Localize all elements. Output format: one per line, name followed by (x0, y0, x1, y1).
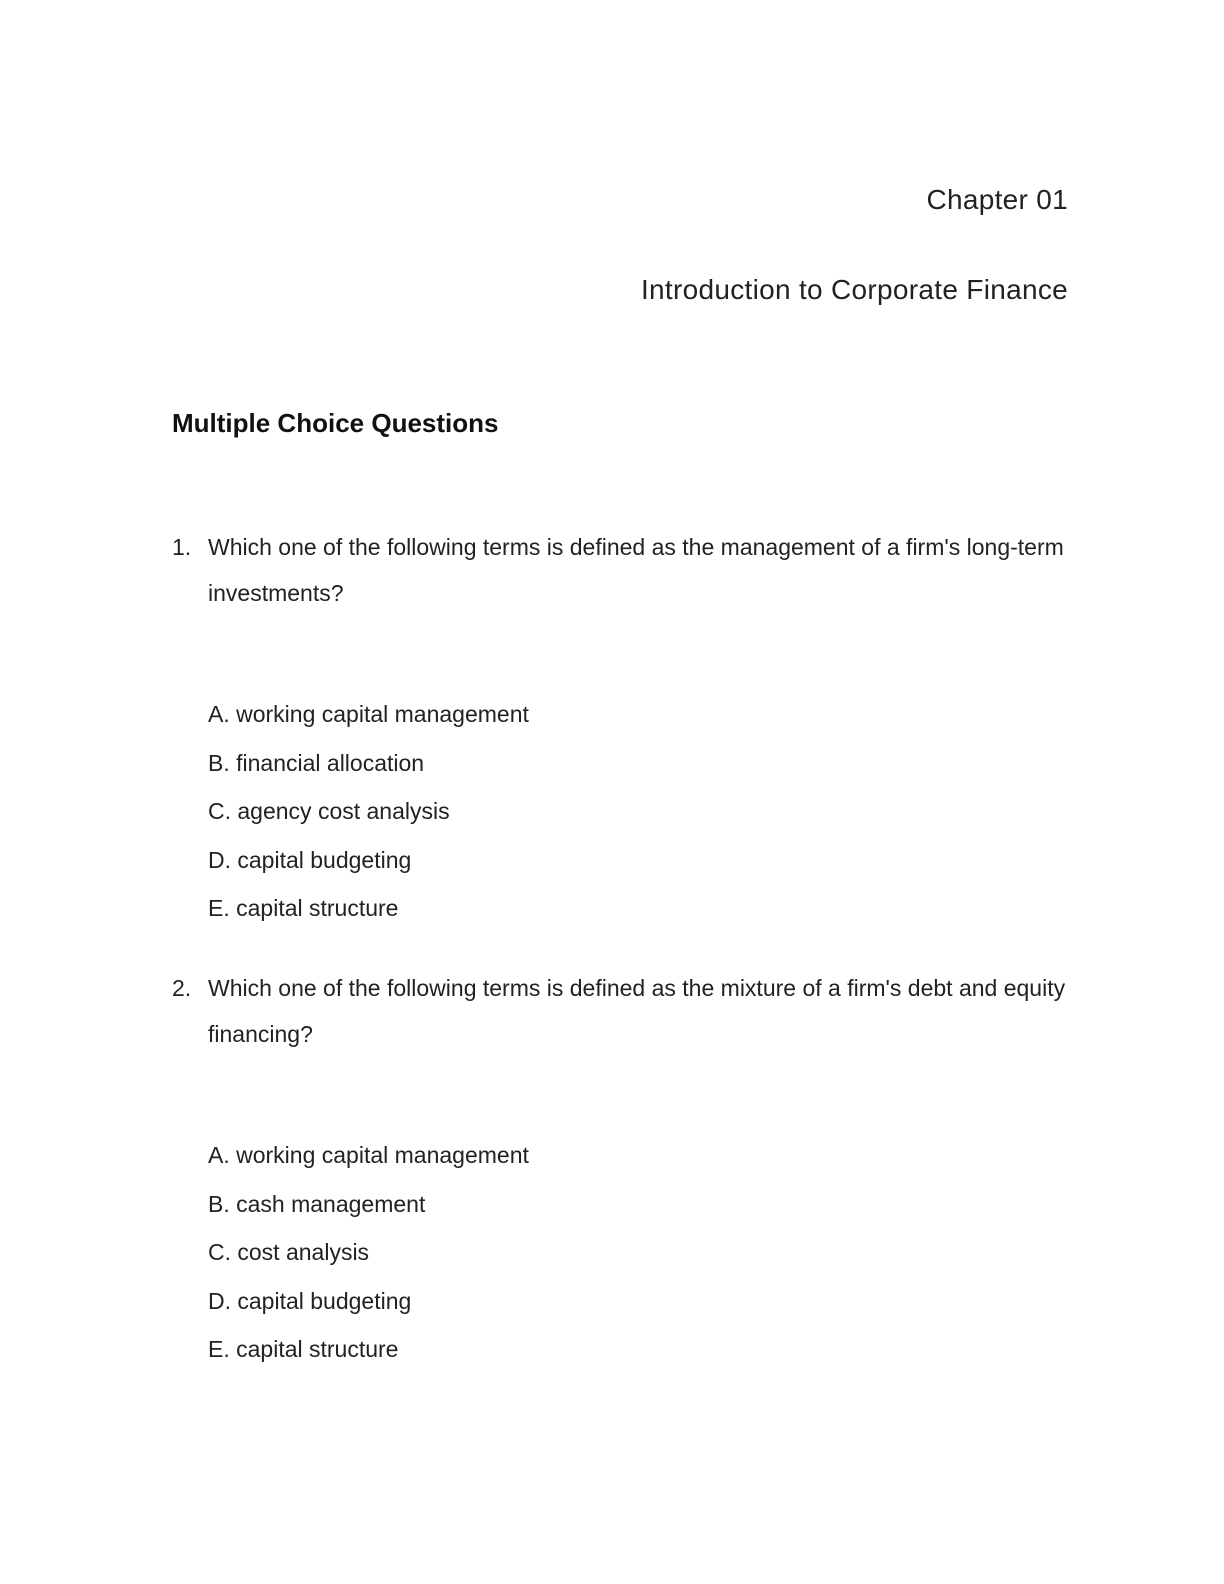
choice-a: A. working capital management (208, 1142, 529, 1168)
question-number: 1. (172, 534, 192, 560)
choice-b: B. financial allocation (208, 749, 425, 776)
choice-e: E. capital structure (208, 895, 399, 921)
question-number: 2. (172, 975, 192, 1001)
choice-a: A. working capital management (208, 701, 529, 727)
question-1 (172, 524, 1072, 616)
chapter-label: Chapter 01 (926, 184, 1068, 215)
question-text: Which one of the following terms is defined as the management of a firm's long-term investments? (208, 534, 1064, 606)
choice-c: C. cost analysis (208, 1239, 370, 1265)
chapter-title: Introduction to Corporate Finance (640, 274, 1068, 305)
choice-b: B. cash management (208, 1190, 426, 1217)
choice-d: D. capital budgeting (208, 1287, 412, 1314)
question-2-choices (208, 1131, 529, 1374)
question-1-choices (208, 690, 529, 933)
section-title: Multiple Choice Questions (172, 408, 499, 438)
choice-d: D. capital budgeting (208, 846, 412, 873)
choice-c: C. agency cost analysis (208, 798, 450, 824)
question-text: Which one of the following terms is defined as the mixture of a firm's debt and equity financing? (208, 975, 1066, 1047)
choice-e: E. capital structure (208, 1336, 399, 1362)
question-2 (172, 965, 1072, 1057)
